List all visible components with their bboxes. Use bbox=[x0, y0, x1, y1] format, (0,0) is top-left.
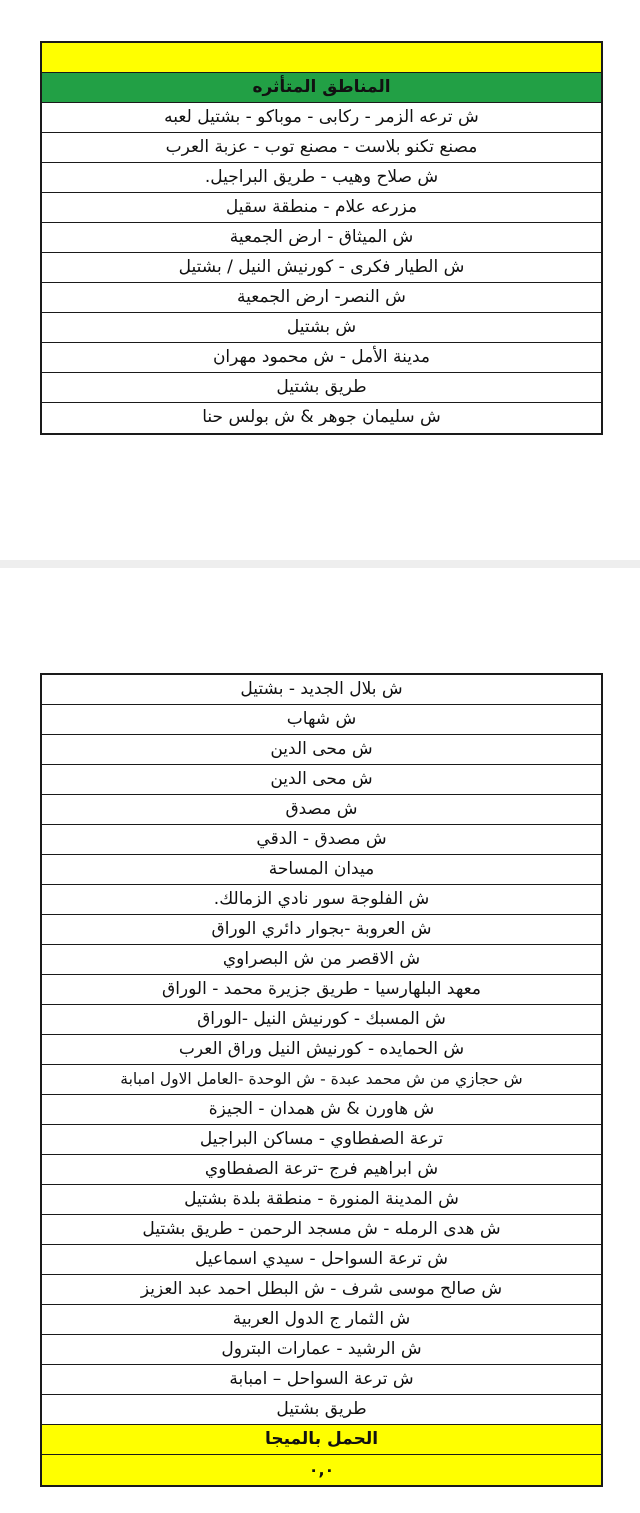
table-header: المناطق المتأثره bbox=[42, 73, 601, 103]
table-row: ش ترعه الزمر - ركابى - موباكو - بشتيل لعبه bbox=[42, 103, 601, 133]
table-row: ش المدينة المنورة - منطقة بلدة بشتيل bbox=[42, 1185, 601, 1215]
table-row: طريق بشتيل bbox=[42, 373, 601, 403]
affected-areas-table-top bbox=[40, 41, 603, 435]
table-row: ش سليمان جوهر & ش بولس حنا bbox=[202, 407, 441, 427]
top-sheet bbox=[0, 0, 640, 560]
page-separator bbox=[0, 560, 640, 568]
table-row: ش مصدق bbox=[42, 795, 601, 825]
table-row: ش الميثاق - ارض الجمعية bbox=[42, 223, 601, 253]
yellow-empty-row bbox=[42, 43, 601, 73]
table-row: ش الاقصر من ش البصراوي bbox=[42, 945, 601, 975]
table-row: مزرعه علام - منطقة سقيل bbox=[42, 193, 601, 223]
affected-areas-table-bottom bbox=[40, 673, 603, 1487]
load-value-row: ٠,٠ bbox=[42, 1455, 601, 1485]
table-row: ش الحمايده - كورنيش النيل وراق العرب bbox=[42, 1035, 601, 1065]
table-row: ش ترعة السواحل – امبابة bbox=[42, 1365, 601, 1395]
table-row: ش المسبك - كورنيش النيل -الوراق bbox=[42, 1005, 601, 1035]
table-row: ش الرشيد - عمارات البترول bbox=[42, 1335, 601, 1365]
table-row: ش الثمار ج الدول العربية bbox=[42, 1305, 601, 1335]
table-row: ش العروبة -بجوار دائري الوراق bbox=[42, 915, 601, 945]
table-row: ش النصر- ارض الجمعية bbox=[42, 283, 601, 313]
table-row: ش محى الدين bbox=[42, 735, 601, 765]
table-row: ش محى الدين bbox=[42, 765, 601, 795]
table-row: ش بلال الجديد - بشتيل bbox=[42, 675, 601, 705]
table-row: ش هدى الرمله - ش مسجد الرحمن - طريق بشتيل bbox=[42, 1215, 601, 1245]
load-label-row: الحمل بالميجا bbox=[42, 1425, 601, 1455]
table-row: ش ترعة السواحل - سيدي اسماعيل bbox=[42, 1245, 601, 1275]
table-row: ش ابراهيم فرج -ترعة الصفطاوي bbox=[42, 1155, 601, 1185]
table-row: ترعة الصفطاوي - مساكن البراجيل bbox=[42, 1125, 601, 1155]
table-row: ش صلاح وهيب - طريق البراجيل. bbox=[42, 163, 601, 193]
table-row: طريق بشتيل bbox=[42, 1395, 601, 1425]
table-row: ميدان المساحة bbox=[42, 855, 601, 885]
table-row: مدينة الأمل - ش محمود مهران bbox=[42, 343, 601, 373]
table-row: ش هاورن & ش همدان - الجيزة bbox=[42, 1095, 601, 1125]
table-row: ش الطيار فكرى - كورنيش النيل / بشتيل bbox=[42, 253, 601, 283]
table-row: ش الفلوجة سور نادي الزمالك. bbox=[42, 885, 601, 915]
table-row: ش حجازي من ش محمد عبدة - ش الوحدة -العامل الاول امبابة bbox=[42, 1065, 601, 1095]
table-row: ش مصدق - الدقي bbox=[42, 825, 601, 855]
table-row: مصنع تكنو بلاست - مصنع توب - عزبة العرب bbox=[42, 133, 601, 163]
table-row: ش بشتيل bbox=[42, 313, 601, 343]
bottom-sheet bbox=[0, 568, 640, 1513]
table-row: ش شهاب bbox=[42, 705, 601, 735]
table-row: ش صالح موسى شرف - ش البطل احمد عبد العزيز bbox=[42, 1275, 601, 1305]
table-row: معهد البلهارسيا - طريق جزيرة محمد - الوراق bbox=[42, 975, 601, 1005]
